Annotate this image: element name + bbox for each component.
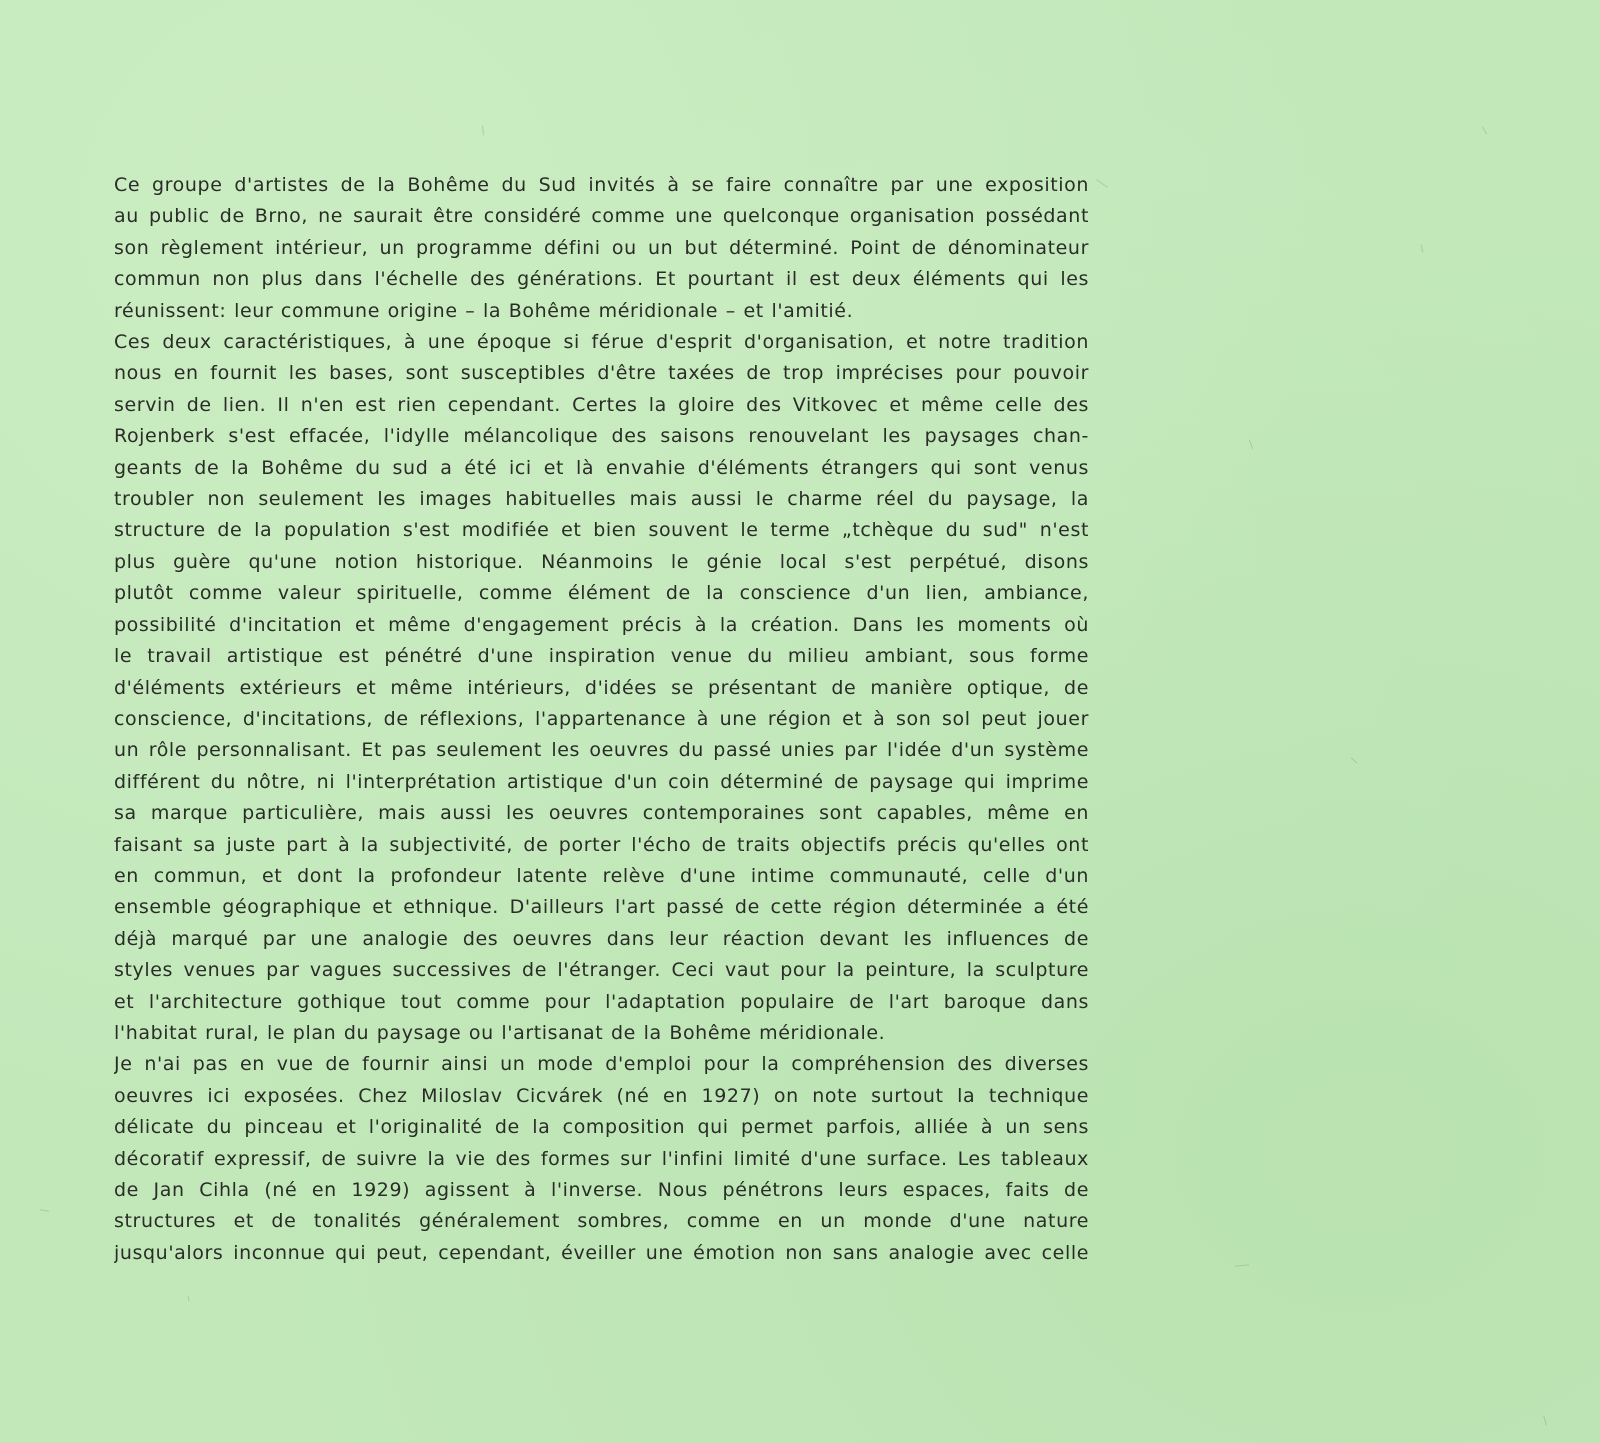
text-line: structures et de tonalités généralement sombres, comme en un monde d'une nature <box>114 1210 1089 1233</box>
paper-fiber <box>40 1209 49 1212</box>
text-line: et l'architecture gothique tout comme pour l'adaptation populaire de l'art baroque dans <box>114 990 1089 1013</box>
paragraph-1 <box>114 170 1089 327</box>
text-line: en commun, et dont la profondeur latente relève d'une intime communauté, celle d'un <box>114 864 1089 887</box>
text-line: sa marque particulière, mais aussi les oeuvres contemporaines sont capables, même en <box>114 802 1089 825</box>
paper-fiber <box>1543 1416 1547 1426</box>
text-line: réunissent: leur commune origine – la Bohême méridionale – et l'amitié. <box>114 299 854 322</box>
paper-fiber <box>1351 758 1358 764</box>
text-line: le travail artistique est pénétré d'une inspiration venue du milieu ambiant, sous forme <box>114 645 1089 668</box>
paper-fiber <box>188 1296 190 1301</box>
text-line: nous en fournit les bases, sont susceptibles d'être taxées de trop imprécises pour pouvoir <box>114 362 1089 385</box>
text-line: commun non plus dans l'échelle des générations. Et pourtant il est deux éléments qui les <box>114 268 1089 291</box>
text-line: différent du nôtre, ni l'interprétation artistique d'un coin déterminé de paysage qui imprime <box>114 770 1089 793</box>
paper-fiber <box>482 125 484 135</box>
text-line: l'habitat rural, le plan du paysage ou l'artisanat de la Bohême méridionale. <box>114 1021 886 1044</box>
text-line: jusqu'alors inconnue qui peut, cependant, éveiller une émotion non sans analogie avec celle <box>114 1241 1089 1264</box>
text-line: délicate du pinceau et l'originalité de la composition qui permet parfois, alliée à un sens <box>114 1116 1089 1139</box>
text-line: au public de Brno, ne saurait être considéré comme une quelconque organisation possédant <box>114 205 1089 228</box>
text-line: servin de lien. Il n'en est rien cependant. Certes la gloire des Vitkovec et même celle des <box>114 393 1089 416</box>
text-line: plus guère qu'une notion historique. Néanmoins le génie local s'est perpétué, disons <box>114 550 1089 573</box>
text-line: ensemble géographique et ethnique. D'ailleurs l'art passé de cette région déterminée a été <box>114 896 1089 919</box>
paper-fiber <box>1249 440 1253 450</box>
text-line: Ces deux caractéristiques, à une époque si férue d'esprit d'organisation, et notre tradition <box>114 331 1089 354</box>
text-line: troubler non seulement les images habituelles mais aussi le charme réel du paysage, la <box>114 488 1089 511</box>
paper-fiber <box>1096 179 1108 188</box>
text-line: structure de la population s'est modifiée et bien souvent le terme „tchèque du sud" n'est <box>114 519 1089 542</box>
text-line: possibilité d'incitation et même d'engagement précis à la création. Dans les moments où <box>114 613 1089 636</box>
paragraph-3 <box>114 1049 1089 1269</box>
text-line: décoratif expressif, de suivre la vie des formes sur l'infini limité d'une surface. Les tableaux <box>114 1147 1089 1170</box>
text-line: plutôt comme valeur spirituelle, comme élément de la conscience d'un lien, ambiance, <box>114 582 1089 605</box>
paragraph-2 <box>114 327 1089 1049</box>
paper-fiber <box>1482 126 1487 134</box>
text-line: Ce groupe d'artistes de la Bohême du Sud invités à se faire connaître par une exposition <box>114 174 1089 196</box>
text-line: geants de la Bohême du sud a été ici et là envahie d'éléments étrangers qui sont venus <box>114 456 1089 479</box>
text-line: conscience, d'incitations, de réflexions, l'appartenance à une région et à son sol peut jouer <box>114 707 1089 730</box>
paper-fiber <box>1235 1264 1249 1266</box>
text-line: son règlement intérieur, un programme défini ou un but déterminé. Point de dénominateur <box>114 236 1089 259</box>
text-line: d'éléments extérieurs et même intérieurs, d'idées se présentant de manière optique, de <box>114 676 1089 699</box>
text-line: de Jan Cihla (né en 1929) agissent à l'inverse. Nous pénétrons leurs espaces, faits de <box>114 1179 1089 1201</box>
body-text <box>114 170 1089 1269</box>
text-line: faisant sa juste part à la subjectivité, de porter l'écho de traits objectifs précis qu'elles ont <box>114 833 1089 856</box>
text-line: oeuvres ici exposées. Chez Miloslav Cicvárek (né en 1927) on note surtout la technique <box>114 1084 1089 1107</box>
text-line: un rôle personnalisant. Et pas seulement les oeuvres du passé unies par l'idée d'un système <box>114 739 1089 762</box>
paper-fiber <box>1421 244 1423 252</box>
text-line: Rojenberk s'est effacée, l'idylle mélancolique des saisons renouvelant les paysages chan- <box>114 425 1089 448</box>
text-line: Je n'ai pas en vue de fournir ainsi un mode d'emploi pour la compréhension des diverses <box>114 1053 1089 1076</box>
text-line: styles venues par vagues successives de l'étranger. Ceci vaut pour la peinture, la sculpture <box>114 959 1089 982</box>
text-line: déjà marqué par une analogie des oeuvres dans leur réaction devant les influences de <box>114 927 1089 950</box>
